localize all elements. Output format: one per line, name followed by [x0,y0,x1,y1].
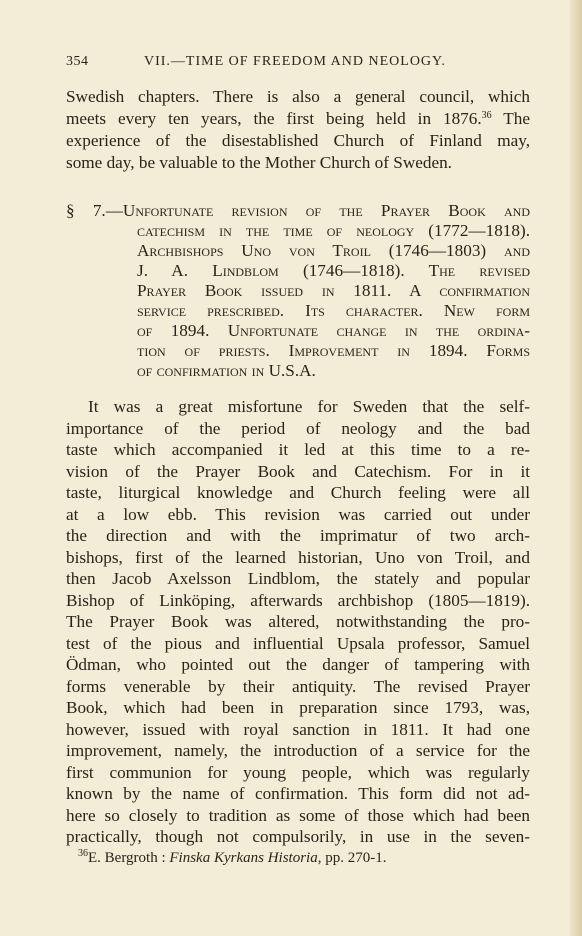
text-line: at a low ebb. This revision was carried out under [66,504,530,524]
text-line: test of the pious and influential Upsala professor, Samuel [66,633,530,653]
text-line: forms venerable by their antiquity. The revised Prayer [66,676,530,696]
text-line: then Jacob Axelsson Lindblom, the stately and popular [66,569,530,588]
text-line: the direction and with the imprimatur of two arch- [66,526,530,545]
text-line: improvement, namely, the introduction of a service for the [66,741,530,760]
text-line: some day, be valuable to the Mother Church of Sweden. [66,153,452,172]
text-segment: meets every ten years, the first being held in 1876. [66,109,482,128]
text-line: known by the name of confirmation. This form did not ad- [66,784,530,803]
text-line: Ödman, who pointed out the danger of tampering with [66,655,530,674]
section-line: of 1894. Unfortunate change in the ordina- [137,321,530,340]
page-header [66,54,536,76]
text-line: practically, though not compulsorily, in use in the seven- [66,827,530,846]
section-line: Archbishops Uno von Troil (1746—1803) and [137,241,530,260]
section-line: tion of priests. Improvement in 1894. Forms [137,341,530,360]
text-line: Swedish chapters. There is also a general council, which [66,87,530,106]
text-line: Book, which had been in preparation since 1793, was, [66,698,530,717]
footnote-author: E. Bergroth : [88,850,170,866]
section-line: J. A. Lindblom (1746—1818). The revised [137,261,530,280]
footnote-title: Finska Kyrkans Historia [169,850,318,866]
text-segment: The [491,109,530,128]
page-number: 354 [66,54,89,69]
text-line: taste which accompanied it led at this time to a re- [66,440,530,459]
text-line: vision of the Prayer Book and Catechism. For in it [66,461,530,481]
text-line: experience of the disestablished Church of Finland may, [66,131,530,150]
text-line: Bishop of Linköping, afterwards archbishop (1805—1819). [66,590,530,610]
section-line: catechism in the time of neology (1772—1818). [137,221,530,240]
footnote-ref: 36 [481,110,492,121]
section-line: § 7.—Unfortunate revision of the Prayer Book and [66,201,530,220]
text-line [66,108,530,130]
footnote-pages: , pp. 270-1. [317,850,387,866]
text-line: first communion for young people, which was regularly [66,762,530,782]
footnote [78,850,386,867]
footnote-marker: 36 [78,848,88,859]
text-line: The Prayer Book was altered, notwithstanding the pro- [66,612,530,631]
text-line: however, issued with royal sanction in 1811. It had one [66,719,530,739]
text-line: importance of the period of neology and the bad [66,418,530,438]
text-line: here so closely to tradition as some of those which had been [66,805,530,825]
running-head: VII.—TIME OF FREEDOM AND NEOLOGY. [144,54,446,69]
section-line: service prescribed. Its character. New form [137,301,530,320]
text-line: It was a great misfortune for Sweden that the self- [88,397,530,416]
text-line: taste, liturgical knowledge and Church feeling were all [66,483,530,502]
page-edge [570,0,582,936]
text-line: bishops, first of the learned historian, Uno von Troil, and [66,547,530,567]
section-line: of confirmation in U.S.A. [137,361,316,380]
section-line: Prayer Book issued in 1811. A confirmation [137,281,530,300]
